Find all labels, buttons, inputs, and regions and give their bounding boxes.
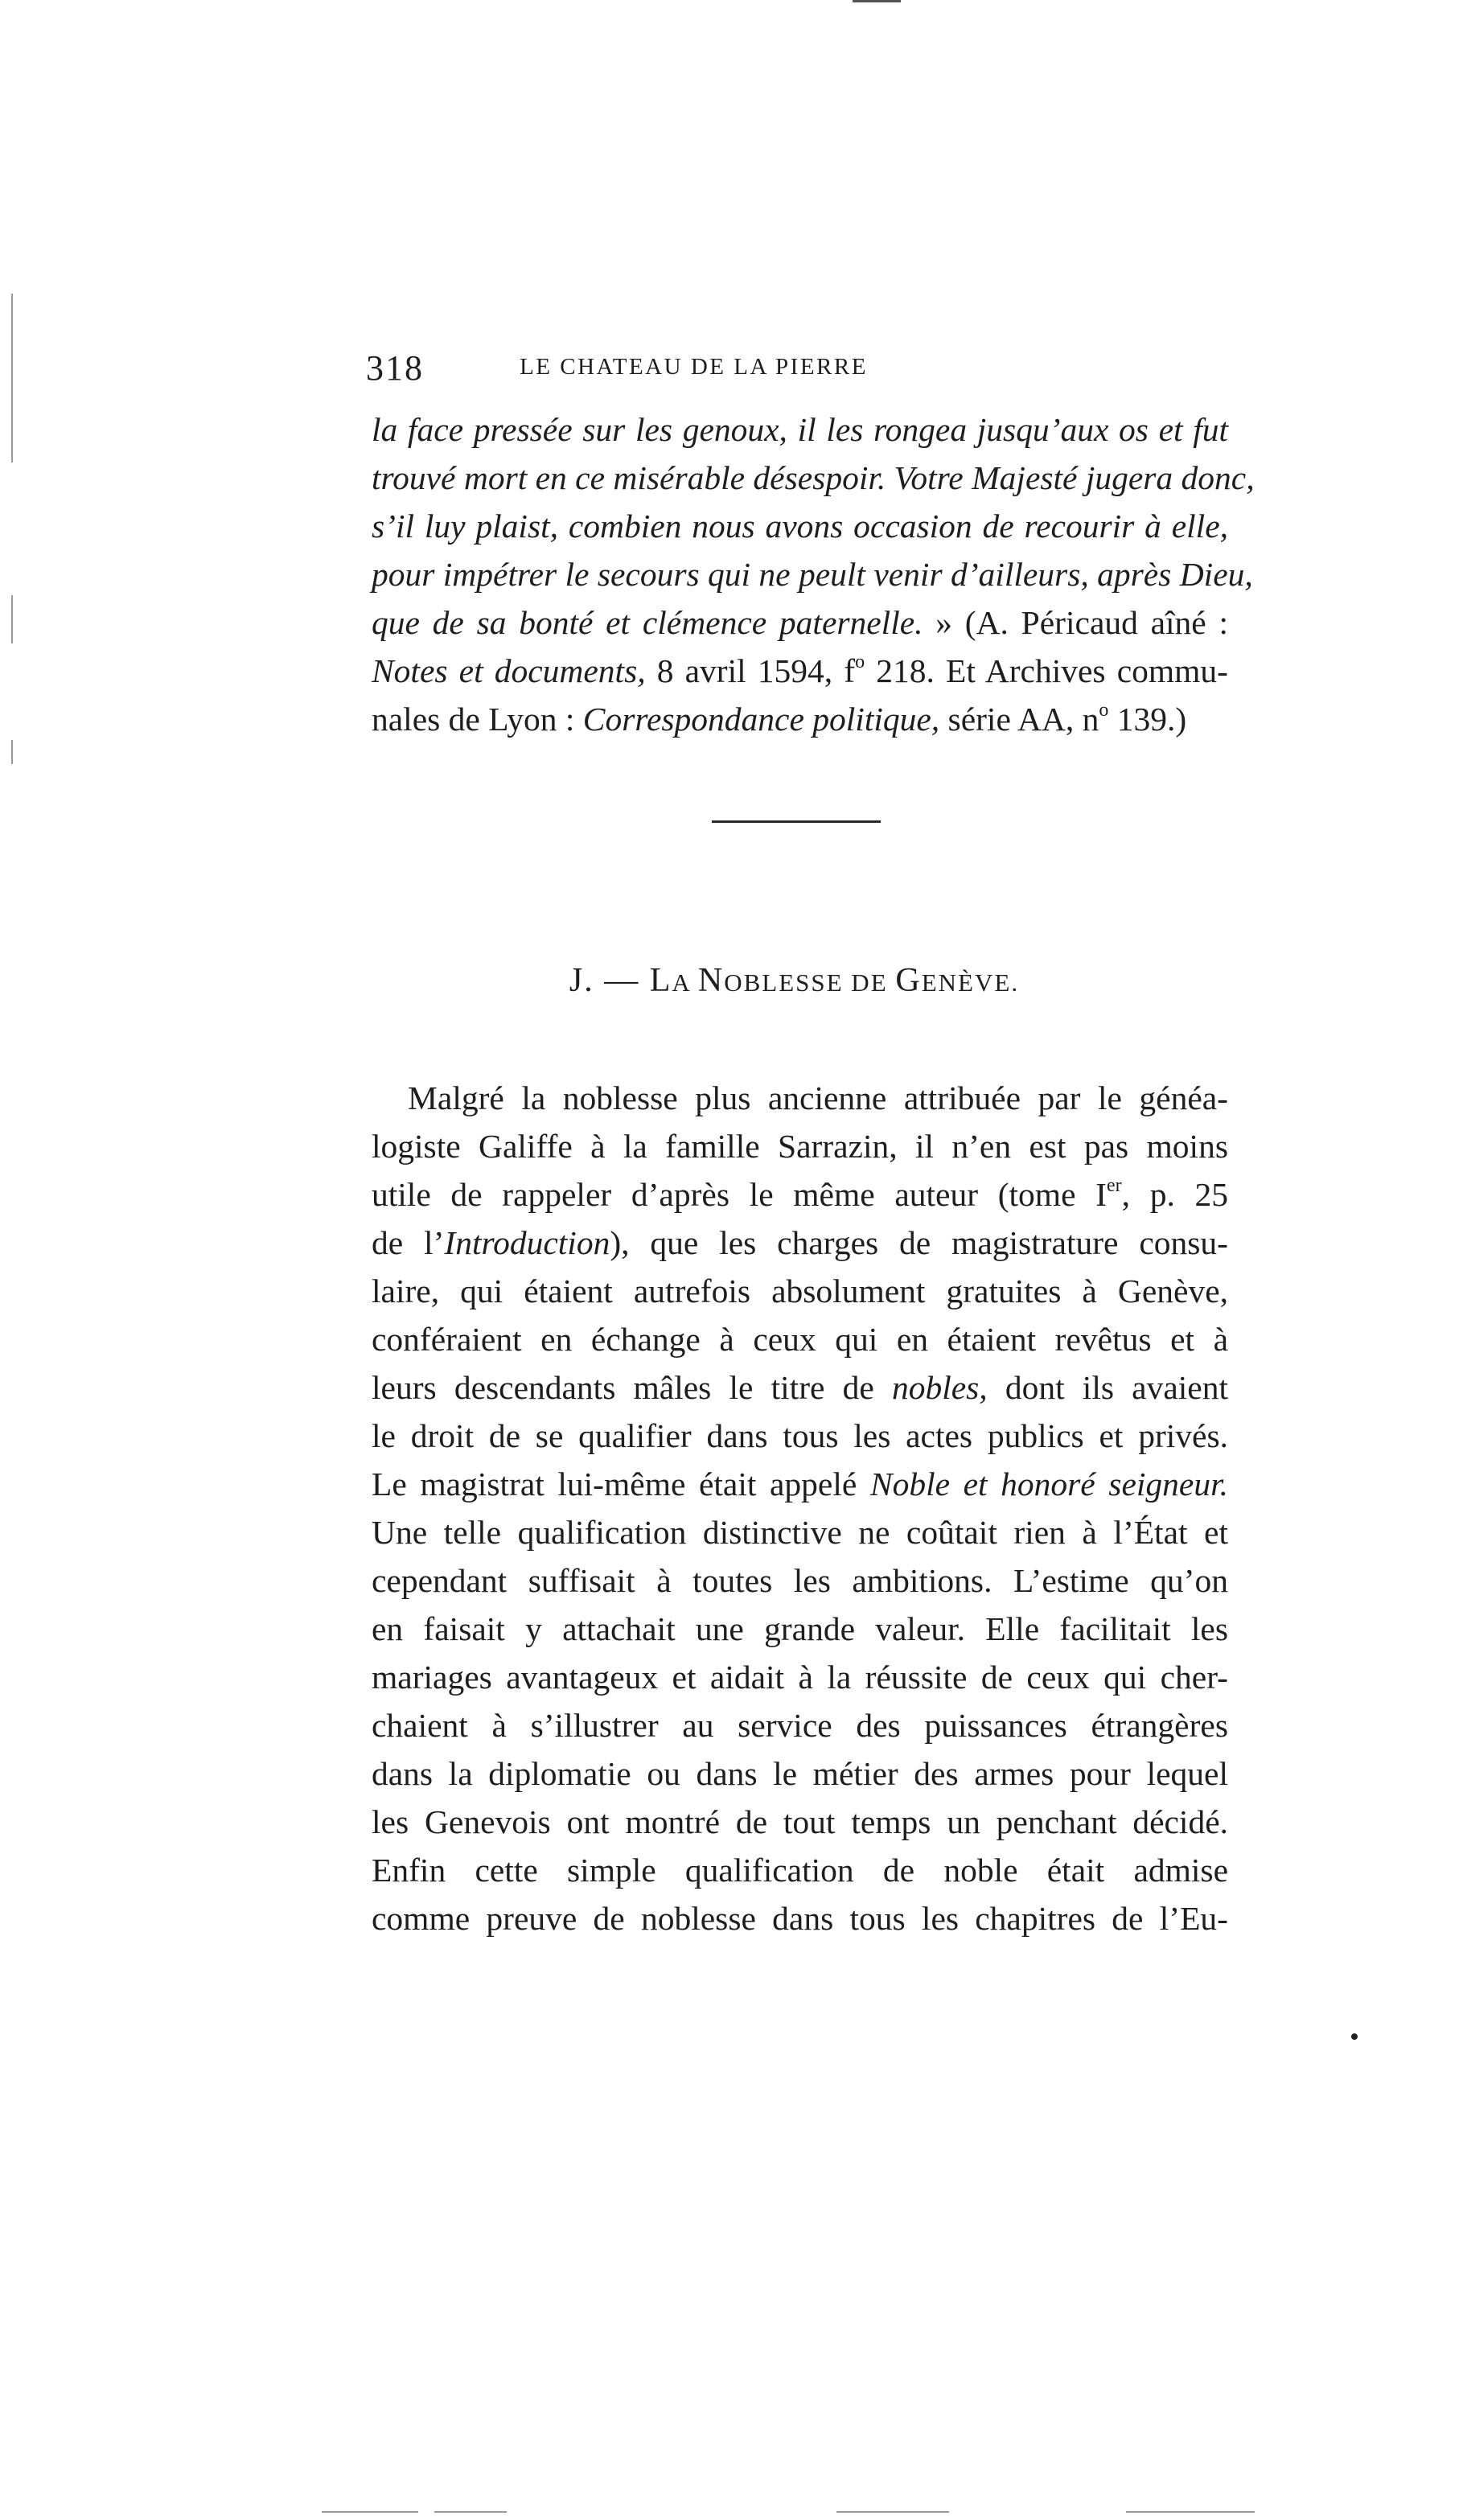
- section-letter: J. —: [569, 962, 650, 999]
- paragraph-text: Le magistrat lui-même était appelé: [372, 1466, 870, 1503]
- paragraph-line: conféraient en échange à ceux qui en étaient revêtus et à: [372, 1321, 1228, 1358]
- paragraph-line: cependant suffisait à toutes les ambitions. L’estime qu’on: [372, 1562, 1228, 1599]
- quote-line: trouvé mort en ce misérable désespoir. Votre Majesté jugera donc,: [372, 459, 1255, 496]
- paragraph-line: [372, 1219, 1228, 1267]
- citation-text: 8 avril 1594, f: [645, 652, 856, 689]
- citation-superscript: o: [1099, 700, 1109, 721]
- heading-smallcaps: A: [672, 968, 698, 997]
- quote-line: [372, 598, 1228, 647]
- heading-capital: G: [895, 962, 922, 999]
- scan-bottom-mark: [836, 2511, 949, 2513]
- superscript: er: [1107, 1175, 1122, 1196]
- paragraph-line: comme preuve de noblesse dans tous les chapitres de l’Eu-: [372, 1900, 1228, 1937]
- paragraph-text: utile de rappeler d’après le même auteur (tome I: [372, 1176, 1107, 1213]
- paragraph-line: Enfin cette simple qualification de noble était admise: [372, 1852, 1228, 1889]
- citation-text: série AA, n: [939, 701, 1099, 738]
- citation-text: 218. Et Archives commu-: [865, 652, 1228, 689]
- paragraph-line: [372, 1460, 1228, 1508]
- paragraph-line: logiste Galiffe à la famille Sarrazin, il n’en est pas moins: [372, 1128, 1228, 1165]
- paragraph-line: Malgré la noblesse plus ancienne attribuée par le généa-: [408, 1079, 1228, 1116]
- paragraph-line: le droit de se qualifier dans tous les actes publics et privés.: [372, 1417, 1228, 1454]
- ink-speck: [1351, 2033, 1358, 2040]
- quote-text: que de sa bonté et clémence paternelle.: [372, 604, 923, 641]
- paragraph-line: [372, 1170, 1228, 1219]
- paragraph-line: [372, 1363, 1228, 1412]
- italic-term: nobles,: [891, 1369, 988, 1406]
- quote-line: s’il luy plaist, combien nous avons occasion de recourir à elle,: [372, 508, 1228, 545]
- paragraph-line: laire, qui étaient autrefois absolument gratuites à Genève,: [372, 1272, 1228, 1309]
- citation-text: 139.): [1108, 701, 1187, 738]
- scan-edge-mark: [11, 294, 13, 462]
- page-number: 318: [366, 348, 424, 388]
- citation-text: nales de Lyon :: [372, 701, 583, 738]
- quote-line: pour impétrer le secours qui ne peult venir d’ailleurs, après Dieu,: [372, 556, 1253, 593]
- italic-term: Introduction: [444, 1224, 610, 1261]
- citation-superscript: o: [855, 652, 865, 672]
- paragraph-line: mariages avantageux et aidait à la réussite de ceux qui cher-: [372, 1659, 1228, 1696]
- scan-bottom-mark: [434, 2511, 507, 2513]
- citation-work-title: Notes et documents,: [372, 652, 646, 689]
- scan-top-mark: [853, 0, 901, 2]
- paragraph-line: en faisait y attachait une grande valeur. Elle facilitait les: [372, 1610, 1228, 1647]
- heading-capital: N: [697, 962, 725, 999]
- body-paragraph: [372, 1074, 1228, 1942]
- citation-line: [372, 647, 1228, 695]
- running-title: LE CHATEAU DE LA PIERRE: [520, 354, 868, 380]
- scan-edge-mark: [11, 740, 13, 764]
- scan-bottom-mark: [322, 2511, 418, 2513]
- paragraph-line: dans la diplomatie ou dans le métier des armes pour lequel: [372, 1755, 1228, 1792]
- citation-text: » (A. Péricaud aîné :: [923, 604, 1228, 641]
- section-heading: [366, 961, 1223, 1000]
- citation-line: [372, 695, 1228, 743]
- paragraph-text: leurs descendants mâles le titre de: [372, 1369, 892, 1406]
- paragraph-text: ), que les charges de magistrature consu-: [610, 1224, 1228, 1261]
- quote-line: la face pressée sur les genoux, il les rongea jusqu’aux os et fut: [372, 411, 1228, 448]
- paragraph-line: les Genevois ont montré de tout temps un penchant décidé.: [372, 1803, 1228, 1840]
- paragraph-text: dont ils avaient: [987, 1369, 1229, 1406]
- scan-bottom-mark: [1126, 2511, 1255, 2513]
- paragraph-line: chaient à s’illustrer au service des puissances étrangères: [372, 1707, 1228, 1744]
- citation-work-title: Correspondance politique,: [582, 701, 940, 738]
- paragraph-line: Une telle qualification distinctive ne coûtait rien à l’État et: [372, 1514, 1228, 1551]
- paragraph-text: , p. 25: [1121, 1176, 1228, 1213]
- scan-edge-mark: [11, 595, 13, 643]
- section-separator: [712, 820, 881, 823]
- heading-smallcaps: OBLESSE DE: [724, 968, 896, 997]
- running-head: [366, 347, 989, 393]
- heading-smallcaps: ENÈVE.: [921, 968, 1020, 997]
- quote-passage: [372, 405, 1255, 743]
- italic-term: Noble et honoré seigneur.: [869, 1466, 1228, 1503]
- heading-capital: L: [649, 962, 672, 999]
- paragraph-text: de l’: [372, 1224, 445, 1261]
